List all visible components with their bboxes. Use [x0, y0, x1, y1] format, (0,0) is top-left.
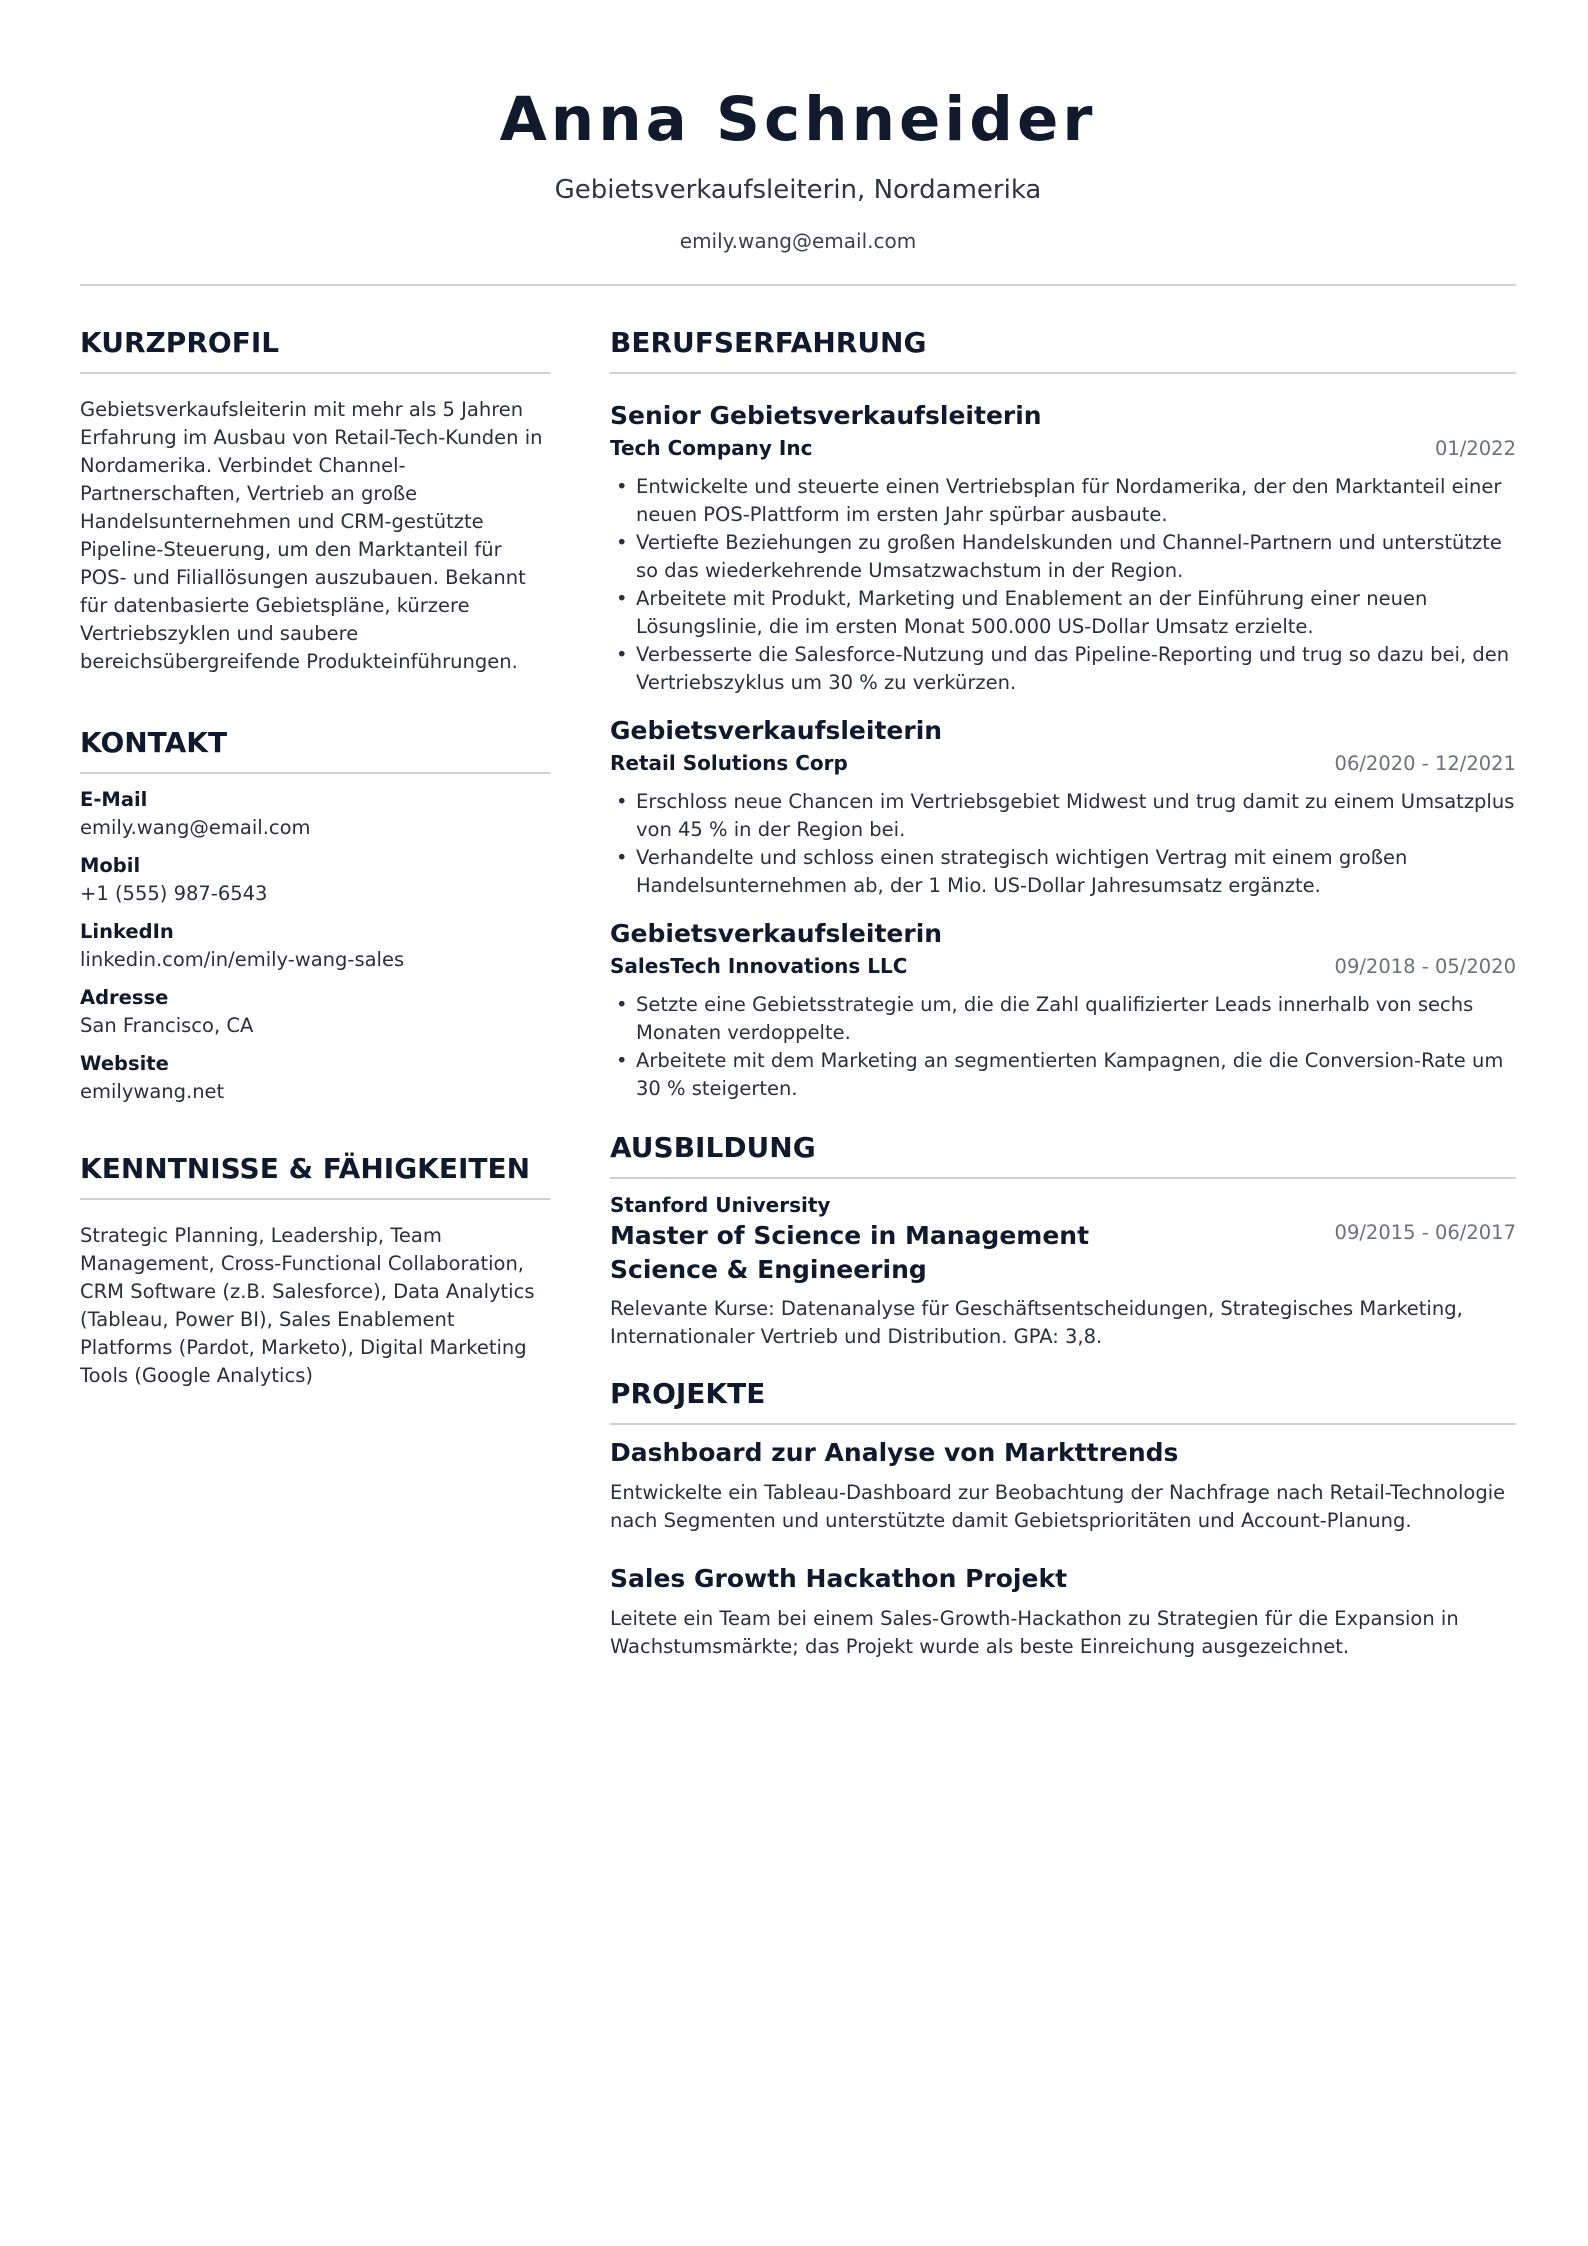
job-bullet: • Erschloss neue Chancen im Vertriebsgebiet Midwest und trug damit zu einem Umsatzplus von 45 % in der Region bei. [610, 788, 1516, 844]
job-bullet: • Setzte eine Gebietsstrategie um, die die Zahl qualifizierter Leads innerhalb von sechs Monaten verdoppelte. [610, 991, 1516, 1047]
section-title-profile: KURZPROFIL [80, 326, 550, 374]
project-entry [610, 1563, 1516, 1661]
job-bullets [610, 788, 1516, 900]
experience-section [610, 326, 1516, 1103]
job-company: Retail Solutions Corp [610, 751, 848, 775]
job-date: 09/2018 - 05/2020 [1334, 955, 1516, 978]
resume-page [80, 0, 1516, 1658]
candidate-subtitle: Gebietsverkaufsleiterin, Nordamerika [554, 175, 1042, 205]
section-title-skills: KENNTNISSE & FÄHIGKEITEN [80, 1152, 550, 1200]
job-title: Gebietsverkaufsleiterin [610, 716, 943, 745]
education-details: Relevante Kurse: Datenanalyse für Geschäftsentscheidungen, Strategisches Marketing, Internationaler Vertrieb und Distribution. GPA: 3,8. [610, 1297, 1463, 1348]
job-title: Senior Gebietsverkaufsleiterin [610, 401, 1042, 430]
job-entry [610, 918, 1516, 1103]
job-bullets [610, 473, 1516, 697]
skills-section [80, 1152, 550, 1390]
job-bullet: • Vertiefte Beziehungen zu großen Handelskunden und Channel-Partnern und unterstützte so das wiederkehrende Umsatzwachstum in der Region. [610, 529, 1516, 585]
profile-section [80, 326, 550, 676]
contact-value: +1 (555) 987-6543 [80, 882, 268, 905]
contact-item-linkedin [80, 918, 550, 974]
job-date: 06/2020 - 12/2021 [1334, 752, 1516, 775]
candidate-name: Anna Schneider [499, 84, 1097, 155]
job-company: SalesTech Innovations LLC [610, 954, 908, 978]
profile-text: Gebietsverkaufsleiterin mit mehr als 5 Jahren Erfahrung im Ausbau von Retail-Tech-Kunden in Nordamerika. Verbindet Channel-Partnerschaften, Vertrieb an große Handelsunternehmen und CRM-gestützte Pipeline-Steuerung, um den Marktanteil für POS- und Filiallösungen auszubauen. Bekannt für datenbasierte Gebietspläne, kürzere Vertriebszyklen und saubere bereichsübergreifende Produkteinführungen. [80, 398, 543, 673]
education-section [610, 1131, 1516, 1351]
contact-item-email [80, 786, 550, 842]
contact-item-mobile [80, 852, 550, 908]
right-column [610, 326, 1516, 1661]
contact-item-website [80, 1050, 550, 1106]
job-bullet: • Arbeitete mit dem Marketing an segmentierten Kampagnen, die die Conversion-Rate um 30 % steigerten. [610, 1047, 1516, 1103]
job-bullet: • Entwickelte und steuerte einen Vertriebsplan für Nordamerika, der den Marktanteil einer neuen POS-Plattform im ersten Jahr spürbar ausbaute. [610, 473, 1516, 529]
project-title: Dashboard zur Analyse von Markttrends [610, 1438, 1179, 1467]
contact-value: San Francisco, CA [80, 1014, 254, 1037]
section-title-contact: KONTAKT [80, 726, 550, 774]
education-date: 09/2015 - 06/2017 [1334, 1221, 1516, 1244]
left-column [80, 326, 550, 1390]
job-title: Gebietsverkaufsleiterin [610, 919, 943, 948]
contact-label: Adresse [80, 986, 169, 1009]
contact-value[interactable]: emilywang.net [80, 1080, 225, 1103]
project-entry [610, 1437, 1516, 1535]
skills-text: Strategic Planning, Leadership, Team Management, Cross-Functional Collaboration, CRM Software (z.B. Salesforce), Data Analytics (Tableau, Power BI), Sales Enablement Platforms (Pardot, Marketo), Digital Marketing Tools (Google Analytics) [80, 1224, 535, 1387]
job-bullets [610, 991, 1516, 1103]
header-email[interactable]: emily.wang@email.com [679, 229, 917, 253]
contact-section [80, 726, 550, 1106]
section-title-projects: PROJEKTE [610, 1377, 1516, 1425]
contact-label: Website [80, 1052, 169, 1075]
job-bullet: • Verbesserte die Salesforce-Nutzung und das Pipeline-Reporting und trug so dazu bei, den Vertriebszyklus um 30 % zu verkürzen. [610, 641, 1516, 697]
projects-section [610, 1377, 1516, 1661]
job-entry [610, 400, 1516, 697]
project-title: Sales Growth Hackathon Projekt [610, 1564, 1068, 1593]
job-bullet: • Verhandelte und schloss einen strategisch wichtigen Vertrag mit einem großen Handelsunternehmen ab, der 1 Mio. US-Dollar Jahresumsatz ergänzte. [610, 844, 1516, 900]
job-company: Tech Company Inc [610, 436, 813, 460]
contact-label: E-Mail [80, 788, 148, 811]
contact-label: Mobil [80, 854, 141, 877]
project-text: Leitete ein Team bei einem Sales-Growth-Hackathon zu Strategien für die Expansion in Wachstumsmärkte; das Projekt wurde als beste Einreichung ausgezeichnet. [610, 1607, 1459, 1658]
job-bullet: • Arbeitete mit Produkt, Marketing und Enablement an der Einführung einer neuen Lösungslinie, die im ersten Monat 500.000 US-Dollar Umsatz erzielte. [610, 585, 1516, 641]
contact-item-address [80, 984, 550, 1040]
contact-value[interactable]: linkedin.com/in/emily-wang-sales [80, 948, 405, 971]
header-divider [80, 284, 1516, 286]
job-date: 01/2022 [1434, 437, 1516, 460]
education-school: Stanford University [610, 1193, 831, 1217]
section-title-experience: BERUFSERFAHRUNG [610, 326, 1516, 374]
contact-label: LinkedIn [80, 920, 174, 943]
contact-value[interactable]: emily.wang@email.com [80, 816, 311, 839]
section-title-education: AUSBILDUNG [610, 1131, 1516, 1179]
project-text: Entwickelte ein Tableau-Dashboard zur Beobachtung der Nachfrage nach Retail-Technologie nach Segmenten und unterstützte damit Gebietsprioritäten und Account-Planung. [610, 1481, 1506, 1532]
job-entry [610, 715, 1516, 900]
education-degree: Master of Science in Management Science & Engineering [610, 1221, 1090, 1284]
